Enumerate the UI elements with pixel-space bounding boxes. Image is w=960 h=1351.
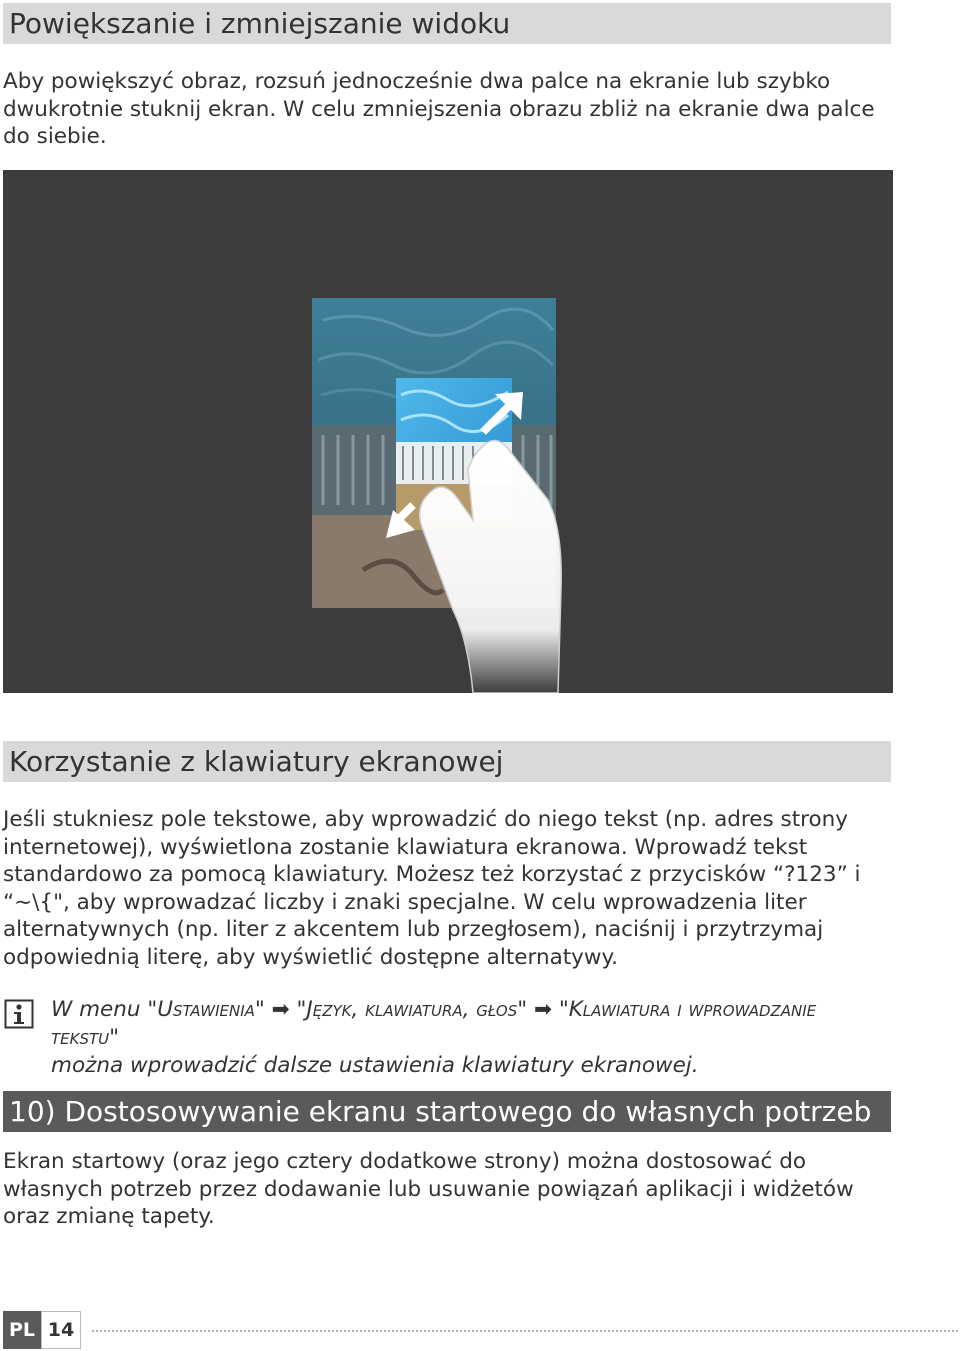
homescreen-paragraph: Ekran startowy (oraz jego cztery dodatkowe strony) można dostosować do własnych potrzeb przez dodawanie lub usuwanie powiązań aplikacji i widżetów oraz zmianę tapety. <box>3 1149 854 1230</box>
note-menu-settings: "Ustawienia" <box>147 997 265 1022</box>
footer-page-number: 14 <box>41 1311 81 1349</box>
footer-dotted-rule <box>92 1330 958 1332</box>
homescreen-section-title: 10) Dostosowywanie ekranu startowego do własnych potrzeb <box>3 1091 891 1132</box>
note-arrow-icon-2: ➡ <box>533 997 552 1022</box>
pinch-zoom-illustration <box>3 170 893 693</box>
keyboard-paragraph: Jeśli stukniesz pole tekstowe, aby wprowadzić do niego tekst (np. adres strony internetowej), wyświetlona zostanie klawiatura ekranowa. Wprowadź tekst standardowo za pomocą klawiatury. Możesz też korzystać z przycisków “?123” i “~\{", aby wprowadzać liczby i znaki specjalne. W celu wprowadzenia liter alternatywnych (np. liter z akcentem lub przegłosem), naciśnij i przytrzymaj odpowiednią literę, aby wyświetlić dostępne alternatywy. <box>3 807 861 970</box>
zoom-section-title: Powiększanie i zmniejszanie widoku <box>3 3 891 44</box>
note-suffix: można wprowadzić dalsze ustawienia klawiatury ekranowej. <box>51 1053 699 1078</box>
pinch-zoom-graphic <box>3 170 893 693</box>
keyboard-settings-note <box>51 996 891 1080</box>
note-menu-language: "Język, klawiatura, głos" <box>296 997 528 1022</box>
zoom-paragraph: Aby powiększyć obraz, rozsuń jednocześnie dwa palce na ekranie lub szybko dwukrotnie stuknij ekran. W celu zmniejszenia obrazu zbliż na ekranie dwa palce do siebie. <box>3 69 875 150</box>
note-arrow-icon-1: ➡ <box>271 997 290 1022</box>
note-menu-keyboard: "Klawiatura i wprowadzanie tekstu" <box>51 997 817 1050</box>
note-prefix: W menu <box>51 997 148 1022</box>
keyboard-section-title: Korzystanie z klawiatury ekranowej <box>3 741 891 782</box>
footer-language-badge: PL <box>3 1311 41 1349</box>
info-icon <box>4 999 34 1029</box>
